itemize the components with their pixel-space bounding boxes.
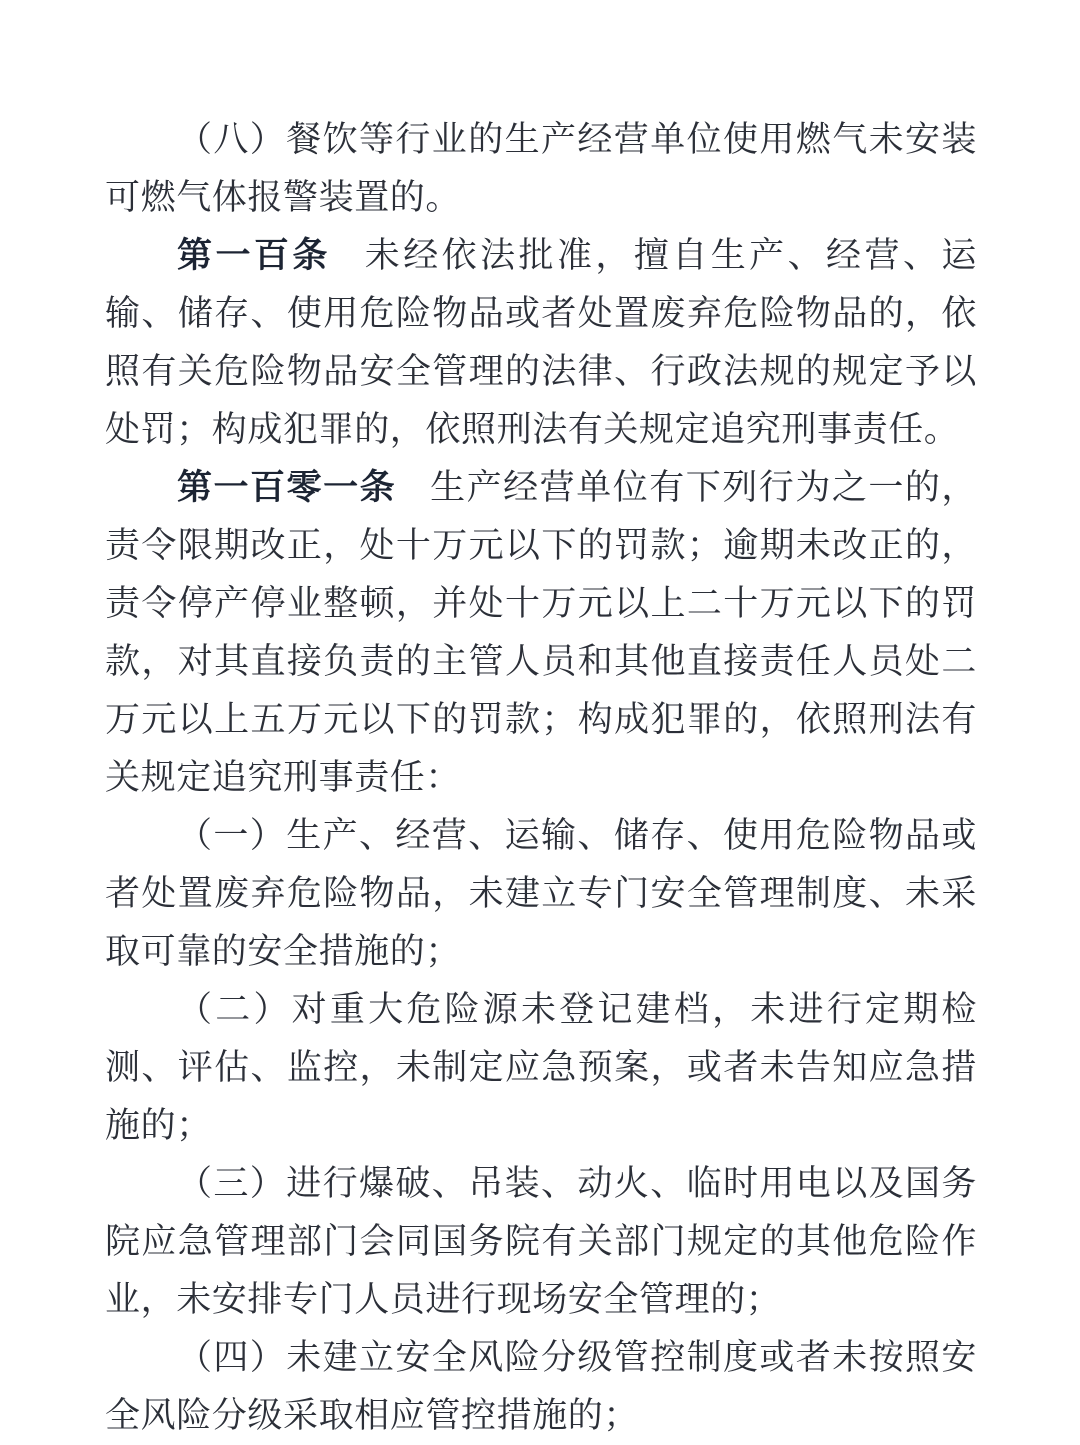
article-101-text: 生产经营单位有下列行为之一的，责令限期改正，处十万元以下的罚款；逾期未改正的，责令停产停业整顿，并处十万元以上二十万元以下的罚款，对其直接负责的主管人员和其他直接责任人员处二万元以上五万元以下的罚款；构成犯罪的，依照刑法有关规定追究刑事责任： xyxy=(105,468,977,798)
item-2-paragraph xyxy=(105,981,977,1155)
item-3-text: （三）进行爆破、吊装、动火、临时用电以及国务院应急管理部门会同国务院有关部门规定的其他危险作业，未安排专门人员进行现场安全管理的； xyxy=(105,1164,977,1320)
article-100-paragraph xyxy=(105,227,977,459)
article-101-paragraph xyxy=(105,459,977,807)
item-2-text: （二）对重大危险源未登记建档，未进行定期检测、评估、监控，未制定应急预案，或者未告知应急措施的； xyxy=(105,990,977,1146)
document-page xyxy=(105,111,977,1445)
article-100-text: 未经依法批准，擅自生产、经营、运输、储存、使用危险物品或者处置废弃危险物品的，依照有关危险物品安全管理的法律、行政法规的规定予以处罚；构成犯罪的，依照刑法有关规定追究刑事责任。 xyxy=(105,236,977,450)
article-101-number: 第一百零一条 xyxy=(177,468,397,508)
item-1-paragraph xyxy=(105,807,977,981)
item-8-text: （八）餐饮等行业的生产经营单位使用燃气未安装可燃气体报警装置的。 xyxy=(105,120,977,218)
item-4-text: （四）未建立安全风险分级管控制度或者未按照安全风险分级采取相应管控措施的； xyxy=(105,1338,977,1436)
item-3-paragraph xyxy=(105,1155,977,1329)
item-1-text: （一）生产、经营、运输、储存、使用危险物品或者处置废弃危险物品，未建立专门安全管理制度、未采取可靠的安全措施的； xyxy=(105,816,977,972)
article-100-number: 第一百条 xyxy=(177,236,331,276)
item-8-paragraph xyxy=(105,111,977,227)
item-4-paragraph xyxy=(105,1329,977,1445)
